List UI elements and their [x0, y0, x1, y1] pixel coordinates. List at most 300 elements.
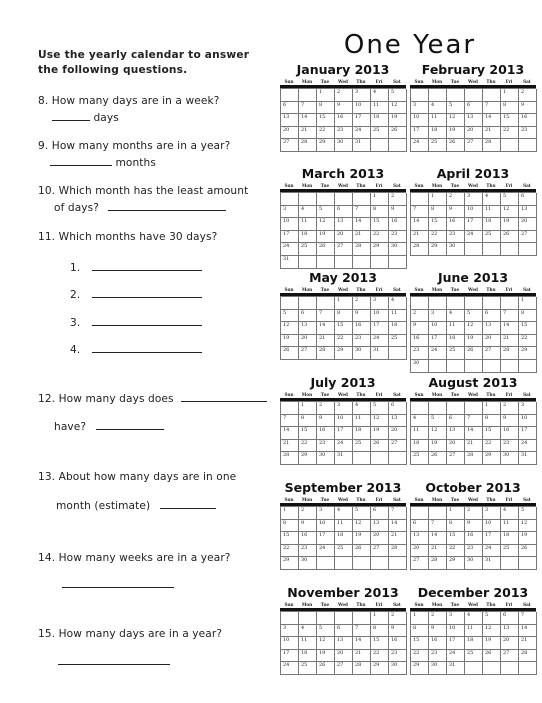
day-cell: 11	[371, 102, 389, 115]
weekday-label: Tue	[320, 392, 330, 397]
month-name: June 2013	[437, 270, 509, 285]
empty-cell	[299, 89, 317, 102]
weekday-label: Tue	[450, 602, 460, 607]
day-cell: 26	[371, 440, 389, 453]
answer-blank[interactable]	[108, 199, 226, 211]
day-cell: 20	[519, 218, 537, 231]
month-name: May 2013	[309, 270, 377, 285]
weekday-label: Sun	[414, 79, 424, 84]
month-calendar	[280, 62, 406, 152]
weekday-label: Mon	[431, 79, 443, 84]
day-cell: 29	[483, 452, 501, 465]
day-cell: 24	[465, 231, 483, 244]
day-cell: 15	[335, 322, 353, 335]
weekday-label: Fri	[375, 79, 383, 84]
day-cell: 7	[411, 206, 429, 219]
empty-cell	[335, 557, 353, 570]
question-13	[38, 469, 236, 485]
empty-cell	[317, 612, 335, 625]
day-cell: 4	[389, 297, 407, 310]
day-cell: 1	[447, 507, 465, 520]
day-cell: 15	[429, 218, 447, 231]
day-cell: 8	[519, 310, 537, 323]
empty-cell	[429, 89, 447, 102]
empty-cell	[447, 402, 465, 415]
day-cell: 26	[519, 545, 537, 558]
weekday-label: Fri	[375, 183, 383, 188]
month-calendar	[410, 585, 536, 675]
question-12-text-2: have?	[54, 421, 87, 433]
day-cell: 15	[501, 114, 519, 127]
day-cell: 24	[483, 545, 501, 558]
weekday-header	[280, 601, 406, 608]
day-cell: 13	[465, 114, 483, 127]
day-cell: 27	[411, 557, 429, 570]
empty-cell	[465, 297, 483, 310]
day-cell: 12	[317, 637, 335, 650]
month-name: November 2013	[287, 585, 399, 600]
day-cell: 9	[317, 415, 335, 428]
empty-cell	[483, 297, 501, 310]
day-cell: 27	[335, 243, 353, 256]
day-cell: 25	[371, 127, 389, 140]
day-cell: 29	[335, 347, 353, 360]
day-cell: 11	[299, 218, 317, 231]
empty-cell	[281, 193, 299, 206]
day-cell: 12	[429, 427, 447, 440]
empty-cell	[447, 297, 465, 310]
empty-cell	[281, 612, 299, 625]
weekday-label: Fri	[505, 497, 513, 502]
empty-cell	[483, 243, 501, 256]
empty-cell	[411, 89, 429, 102]
weekday-label: Tue	[320, 602, 330, 607]
day-cell: 17	[429, 335, 447, 348]
weekday-label: Sun	[414, 183, 424, 188]
day-cell: 27	[389, 440, 407, 453]
day-cell: 1	[501, 89, 519, 102]
weekday-label: Sun	[284, 497, 294, 502]
day-cell: 18	[389, 322, 407, 335]
day-cell: 17	[519, 427, 537, 440]
empty-cell	[353, 612, 371, 625]
answer-number: 4.	[70, 344, 81, 356]
day-cell: 26	[465, 347, 483, 360]
day-cell: 10	[483, 520, 501, 533]
question-15-text: 15. How many days are in a year?	[38, 628, 223, 640]
day-cell: 22	[299, 440, 317, 453]
day-cell: 2	[447, 193, 465, 206]
day-cell: 11	[335, 520, 353, 533]
empty-cell	[465, 243, 483, 256]
answer-blank[interactable]	[92, 314, 202, 326]
month-name: January 2013	[296, 62, 390, 77]
question-11-text: 11. Which months have 30 days?	[38, 231, 218, 243]
day-cell: 21	[519, 637, 537, 650]
day-cell: 1	[281, 507, 299, 520]
empty-cell	[281, 402, 299, 415]
weekday-label: Mon	[431, 183, 443, 188]
day-cell: 7	[317, 310, 335, 323]
question-14-answer	[62, 576, 174, 593]
empty-cell	[353, 557, 371, 570]
day-cell: 23	[389, 650, 407, 663]
day-cell: 16	[353, 322, 371, 335]
weekday-label: Thu	[356, 79, 366, 84]
answer-blank[interactable]	[50, 154, 112, 166]
day-cell: 21	[299, 127, 317, 140]
day-cell: 16	[317, 427, 335, 440]
day-cell: 5	[519, 507, 537, 520]
day-cell: 12	[353, 520, 371, 533]
day-cell: 31	[447, 662, 465, 675]
day-cell: 4	[411, 415, 429, 428]
day-cell: 25	[299, 662, 317, 675]
day-cell: 31	[353, 139, 371, 152]
day-cell: 3	[465, 193, 483, 206]
empty-cell	[281, 297, 299, 310]
answer-blank[interactable]	[92, 286, 202, 298]
weekday-label: Sat	[393, 183, 401, 188]
day-cell: 26	[483, 650, 501, 663]
day-cell: 3	[371, 297, 389, 310]
day-cell: 13	[519, 206, 537, 219]
question-10-text-2: of days?	[54, 202, 100, 214]
day-cell: 10	[317, 520, 335, 533]
day-cell: 16	[335, 114, 353, 127]
weekday-label: Fri	[375, 287, 383, 292]
empty-cell	[465, 402, 483, 415]
day-cell: 28	[317, 347, 335, 360]
question-13-text: 13. About how many days are in one	[38, 471, 237, 483]
day-cell: 15	[447, 532, 465, 545]
weekday-label: Tue	[450, 392, 460, 397]
answer-blank[interactable]	[58, 653, 170, 665]
weekday-label: Sun	[284, 392, 294, 397]
day-cell: 8	[299, 415, 317, 428]
day-cell: 30	[465, 557, 483, 570]
answer-blank[interactable]	[92, 341, 202, 353]
day-cell: 20	[465, 127, 483, 140]
day-cell: 9	[519, 102, 537, 115]
question-10-text: 10. Which month has the least amount	[38, 185, 249, 197]
empty-cell	[317, 193, 335, 206]
day-cell: 22	[317, 127, 335, 140]
question-8-text: 8. How many days are in a week?	[38, 95, 220, 107]
weekday-label: Fri	[505, 183, 513, 188]
answer-blank[interactable]	[92, 259, 202, 271]
day-cell: 18	[299, 231, 317, 244]
day-cell: 21	[411, 231, 429, 244]
day-cell: 24	[281, 662, 299, 675]
weekday-label: Thu	[486, 79, 496, 84]
day-grid	[410, 611, 536, 675]
day-cell: 28	[411, 243, 429, 256]
empty-cell	[389, 452, 407, 465]
weekday-header	[280, 391, 406, 398]
day-cell: 14	[353, 218, 371, 231]
day-cell: 13	[447, 427, 465, 440]
day-cell: 15	[299, 427, 317, 440]
day-cell: 21	[317, 335, 335, 348]
day-cell: 17	[317, 532, 335, 545]
day-cell: 6	[519, 193, 537, 206]
weekday-label: Wed	[338, 602, 348, 607]
day-cell: 5	[501, 193, 519, 206]
day-cell: 15	[317, 114, 335, 127]
empty-cell	[299, 297, 317, 310]
question-14	[38, 550, 231, 566]
day-cell: 11	[299, 637, 317, 650]
day-cell: 14	[465, 427, 483, 440]
day-cell: 22	[281, 545, 299, 558]
answer-line-3	[70, 314, 202, 331]
day-cell: 17	[465, 218, 483, 231]
day-cell: 12	[281, 322, 299, 335]
day-grid	[410, 192, 536, 256]
day-cell: 30	[411, 360, 429, 373]
day-cell: 26	[501, 231, 519, 244]
day-cell: 27	[465, 139, 483, 152]
day-cell: 16	[447, 218, 465, 231]
weekday-label: Sun	[284, 79, 294, 84]
weekday-header	[280, 496, 406, 503]
day-cell: 11	[429, 114, 447, 127]
empty-cell	[317, 557, 335, 570]
day-cell: 22	[501, 127, 519, 140]
day-cell: 4	[483, 193, 501, 206]
day-cell: 14	[519, 625, 537, 638]
weekday-label: Tue	[320, 497, 330, 502]
day-cell: 25	[501, 545, 519, 558]
weekday-label: Tue	[450, 79, 460, 84]
day-cell: 28	[465, 452, 483, 465]
day-cell: 10	[411, 114, 429, 127]
empty-cell	[371, 139, 389, 152]
question-14-text: 14. How many weeks are in a year?	[38, 552, 231, 564]
answer-blank[interactable]	[181, 390, 267, 402]
day-cell: 11	[447, 322, 465, 335]
day-cell: 16	[429, 637, 447, 650]
day-cell: 25	[447, 347, 465, 360]
weekday-label: Mon	[301, 287, 313, 292]
weekday-label: Thu	[486, 602, 496, 607]
month-calendar	[280, 585, 406, 675]
question-8-unit: days	[93, 112, 119, 124]
answer-blank[interactable]	[160, 497, 216, 509]
answer-blank[interactable]	[52, 109, 90, 121]
day-cell: 23	[411, 347, 429, 360]
day-cell: 28	[501, 347, 519, 360]
day-cell: 22	[371, 650, 389, 663]
day-cell: 6	[483, 310, 501, 323]
day-cell: 1	[483, 402, 501, 415]
weekday-label: Sat	[523, 287, 531, 292]
weekday-label: Fri	[505, 392, 513, 397]
day-cell: 17	[483, 532, 501, 545]
day-cell: 9	[389, 206, 407, 219]
day-cell: 1	[335, 297, 353, 310]
answer-blank[interactable]	[96, 418, 164, 430]
day-cell: 9	[465, 520, 483, 533]
day-cell: 18	[483, 218, 501, 231]
day-cell: 1	[299, 402, 317, 415]
weekday-header	[280, 286, 406, 293]
month-calendar	[410, 270, 536, 373]
day-cell: 14	[281, 427, 299, 440]
weekday-label: Sun	[414, 497, 424, 502]
day-cell: 18	[501, 532, 519, 545]
day-cell: 21	[501, 335, 519, 348]
day-cell: 24	[335, 440, 353, 453]
day-cell: 2	[429, 612, 447, 625]
day-cell: 29	[371, 662, 389, 675]
day-cell: 27	[501, 650, 519, 663]
day-cell: 2	[335, 89, 353, 102]
day-cell: 26	[317, 662, 335, 675]
question-9-text: 9. How many months are in a year?	[38, 140, 231, 152]
question-15	[38, 626, 222, 642]
empty-cell	[501, 243, 519, 256]
weekday-label: Sat	[523, 392, 531, 397]
day-cell: 30	[447, 243, 465, 256]
day-cell: 3	[281, 625, 299, 638]
day-cell: 24	[429, 347, 447, 360]
day-grid	[280, 506, 406, 570]
day-cell: 24	[317, 545, 335, 558]
day-cell: 14	[501, 322, 519, 335]
day-cell: 19	[429, 440, 447, 453]
day-grid	[410, 88, 536, 152]
day-cell: 7	[501, 310, 519, 323]
weekday-label: Sun	[284, 287, 294, 292]
instructions-line-2: the following questions.	[38, 64, 188, 76]
day-cell: 26	[281, 347, 299, 360]
day-cell: 28	[299, 139, 317, 152]
day-cell: 25	[483, 231, 501, 244]
day-cell: 12	[483, 625, 501, 638]
day-cell: 6	[281, 102, 299, 115]
day-cell: 2	[411, 310, 429, 323]
empty-cell	[483, 662, 501, 675]
day-cell: 1	[519, 297, 537, 310]
day-cell: 7	[465, 415, 483, 428]
day-cell: 29	[429, 243, 447, 256]
day-cell: 13	[371, 520, 389, 533]
empty-cell	[389, 256, 407, 269]
weekday-label: Mon	[301, 602, 313, 607]
empty-cell	[483, 89, 501, 102]
day-cell: 4	[299, 206, 317, 219]
day-cell: 12	[371, 415, 389, 428]
day-cell: 2	[353, 297, 371, 310]
day-cell: 13	[389, 415, 407, 428]
empty-cell	[501, 360, 519, 373]
day-cell: 29	[371, 243, 389, 256]
day-cell: 12	[447, 114, 465, 127]
answer-blank[interactable]	[62, 576, 174, 588]
day-cell: 20	[371, 532, 389, 545]
day-cell: 6	[371, 507, 389, 520]
day-cell: 23	[465, 545, 483, 558]
day-cell: 25	[299, 243, 317, 256]
day-cell: 3	[429, 310, 447, 323]
weekday-label: Mon	[431, 287, 443, 292]
day-cell: 17	[447, 637, 465, 650]
day-cell: 20	[389, 427, 407, 440]
weekday-label: Wed	[338, 79, 348, 84]
day-cell: 16	[465, 532, 483, 545]
day-cell: 17	[281, 231, 299, 244]
day-cell: 22	[447, 545, 465, 558]
month-name: December 2013	[417, 585, 529, 600]
day-cell: 8	[371, 625, 389, 638]
weekday-label: Fri	[375, 497, 383, 502]
day-cell: 19	[501, 218, 519, 231]
day-cell: 8	[335, 310, 353, 323]
empty-cell	[447, 89, 465, 102]
weekday-header	[280, 78, 406, 85]
day-cell: 19	[465, 335, 483, 348]
day-cell: 31	[483, 557, 501, 570]
day-cell: 7	[299, 102, 317, 115]
day-cell: 5	[281, 310, 299, 323]
day-cell: 10	[447, 625, 465, 638]
day-cell: 17	[335, 427, 353, 440]
day-cell: 14	[317, 322, 335, 335]
weekday-label: Mon	[301, 79, 313, 84]
weekday-label: Wed	[338, 497, 348, 502]
day-cell: 6	[389, 402, 407, 415]
instructions	[38, 48, 249, 78]
day-cell: 4	[353, 402, 371, 415]
answer-line-4	[70, 341, 202, 358]
day-cell: 21	[429, 545, 447, 558]
day-cell: 5	[483, 612, 501, 625]
day-cell: 4	[465, 612, 483, 625]
day-cell: 19	[317, 650, 335, 663]
question-9-unit: months	[115, 157, 156, 169]
answer-number: 2.	[70, 289, 81, 301]
weekday-label: Sat	[523, 602, 531, 607]
day-cell: 5	[353, 507, 371, 520]
day-cell: 22	[483, 440, 501, 453]
day-cell: 21	[465, 440, 483, 453]
empty-cell	[335, 612, 353, 625]
weekday-header	[410, 601, 536, 608]
day-cell: 4	[371, 89, 389, 102]
day-cell: 10	[465, 206, 483, 219]
day-cell: 28	[483, 139, 501, 152]
weekday-label: Tue	[450, 497, 460, 502]
month-calendar	[410, 62, 536, 152]
weekday-label: Sat	[523, 79, 531, 84]
empty-cell	[447, 360, 465, 373]
day-cell: 22	[411, 650, 429, 663]
day-cell: 5	[447, 102, 465, 115]
day-cell: 24	[519, 440, 537, 453]
empty-cell	[429, 507, 447, 520]
empty-cell	[353, 193, 371, 206]
weekday-label: Thu	[356, 287, 366, 292]
day-cell: 12	[389, 102, 407, 115]
day-grid	[280, 296, 406, 360]
day-cell: 4	[447, 310, 465, 323]
answer-number: 1.	[70, 262, 81, 274]
weekday-label: Tue	[320, 287, 330, 292]
day-cell: 18	[411, 440, 429, 453]
weekday-label: Sat	[393, 602, 401, 607]
